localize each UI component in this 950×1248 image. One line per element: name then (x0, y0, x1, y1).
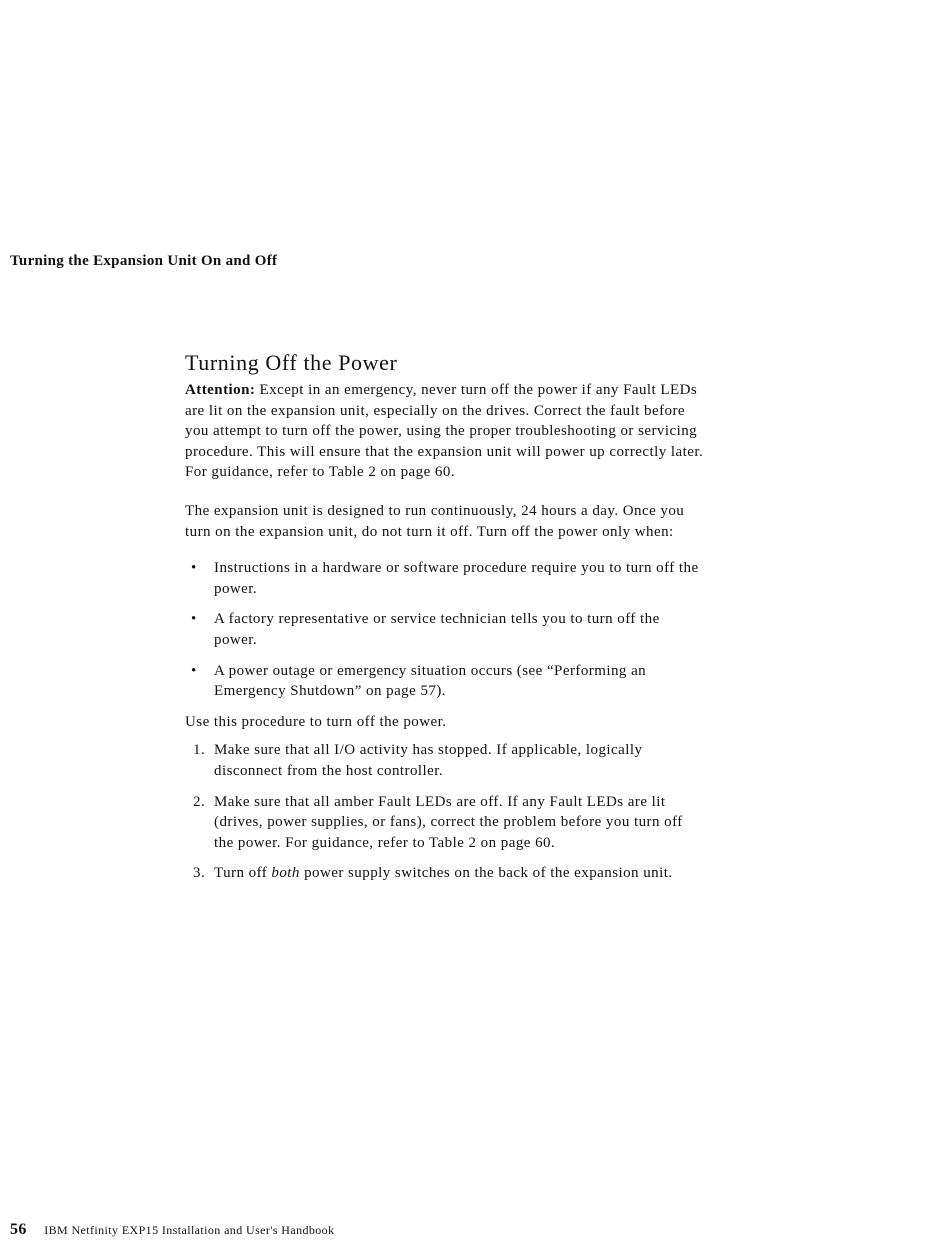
step-emphasis: both (271, 865, 300, 882)
conditions-list (185, 558, 705, 702)
attention-label: Attention: (185, 382, 256, 398)
list-item (185, 609, 705, 650)
procedure-intro: Use this procedure to turn off the power. (185, 713, 447, 730)
list-item (185, 558, 705, 599)
section-body (185, 350, 705, 894)
bullet-icon: • (191, 662, 197, 679)
list-item (185, 661, 705, 702)
step-text-after: power supply switches on the back of the expansion unit. (299, 865, 673, 882)
procedure-steps (185, 740, 705, 884)
bullet-icon: • (191, 611, 197, 628)
intro-paragraph: The expansion unit is designed to run continuously, 24 hours a day. Once you turn on the expansion unit, do not turn it off. Turn off the power only when: (185, 502, 685, 540)
step-item (185, 863, 705, 884)
list-item-text: A factory representative or service technician tells you to turn off the power. (214, 611, 660, 648)
step-text: Make sure that all I/O activity has stopped. If applicable, logically disconnect from the host controller. (214, 742, 643, 779)
step-item (185, 740, 705, 781)
step-item (185, 792, 705, 854)
book-title: IBM Netfinity EXP15 Installation and User's Handbook (44, 1223, 335, 1237)
bullet-icon: • (191, 560, 197, 577)
list-item-text: Instructions in a hardware or software procedure require you to turn off the power. (214, 560, 699, 597)
attention-text: Except in an emergency, never turn off the power if any Fault LEDs are lit on the expansion unit, especially on the drives. Correct the fault before you attempt to turn off the power, using the proper troubleshooting or servicing procedure. This will ensure that the expansion unit will power up correctly later. For guidance, refer to Table 2 on page 60. (185, 382, 704, 481)
list-item-text: A power outage or emergency situation occurs (see “Performing an Emergency Shutdown” on page 57). (214, 662, 647, 700)
step-number: 1. (193, 742, 206, 759)
step-number: 3. (193, 865, 206, 882)
section-title: Turning Off the Power (185, 350, 398, 375)
page-number: 56 (10, 1221, 27, 1238)
page-footer (10, 1221, 334, 1239)
running-head: Turning the Expansion Unit On and Off (10, 253, 278, 269)
step-text-before: Turn off (214, 865, 272, 882)
step-number: 2. (193, 793, 206, 810)
step-text: Make sure that all amber Fault LEDs are off. If any Fault LEDs are lit (drives, power supplies, or fans), correct the problem before you turn off the power. For guidance, refer to Table 2 on page 60. (214, 793, 683, 851)
attention-paragraph (185, 380, 705, 483)
